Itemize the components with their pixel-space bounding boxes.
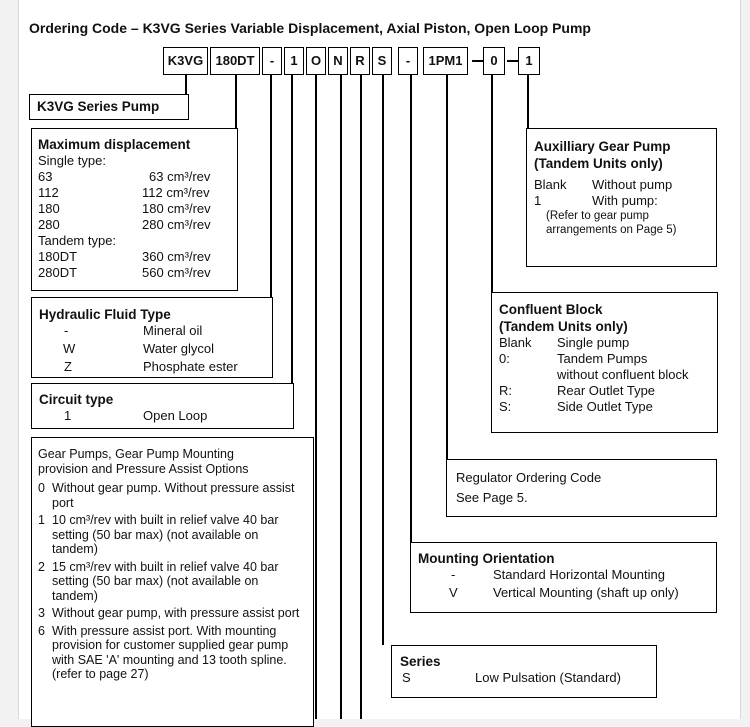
code: 6	[38, 623, 45, 638]
regulator-box	[446, 459, 717, 517]
value: 560 cm³/rev	[142, 265, 211, 280]
code: 1	[64, 408, 72, 423]
mounting-title: Mounting Orientation	[418, 551, 555, 566]
value: 280 cm³/rev	[142, 217, 211, 232]
code: 280DT	[38, 265, 78, 280]
aux-gear-row	[534, 193, 716, 209]
value: Standard Horizontal Mounting	[493, 567, 665, 582]
connector-line	[527, 75, 529, 129]
gear-option-item	[38, 624, 305, 682]
displacement-row	[38, 265, 237, 281]
series-pump-box	[29, 94, 189, 120]
code-segment-gear-option: O	[306, 47, 326, 75]
value: 112 cm³/rev	[142, 185, 210, 200]
value: Vertical Mounting (shaft up only)	[493, 585, 679, 600]
text: 15 cm³/rev with built in relief valve 40 bar setting (50 bar max) (not available on tandem)	[52, 559, 279, 603]
value: Side Outlet Type	[557, 399, 653, 414]
aux-gear-note-1: (Refer to gear pump	[546, 210, 649, 222]
code: V	[449, 585, 458, 600]
displacement-row	[38, 185, 237, 201]
aux-gear-row	[534, 177, 716, 193]
confluent-row	[499, 351, 717, 367]
text: Without gear pump. Without pressure assist port	[52, 481, 295, 510]
code: -	[451, 567, 456, 582]
connector-line	[382, 75, 384, 645]
gear-option-item	[38, 481, 305, 510]
value: Single pump	[557, 335, 630, 350]
displacement-title: Maximum displacement	[38, 137, 191, 152]
displacement-box	[31, 128, 238, 291]
code: 0	[38, 481, 45, 495]
connector-line	[291, 75, 293, 385]
connector-line	[315, 75, 317, 719]
gear-option-item	[38, 606, 305, 621]
code: 280	[38, 217, 60, 232]
series-title: Series	[400, 654, 441, 669]
regulator-title: Regulator Ordering Code	[456, 470, 602, 485]
gear-pump-options-box	[31, 437, 314, 727]
code: 3	[38, 606, 45, 620]
code: 180DT	[38, 249, 78, 264]
text: With pressure assist port. With mounting provision for customer supplied gear pump with SAE 'A' mounting and 13 tooth spline. (refer to page 27)	[52, 623, 289, 681]
code-segment-separator: -	[262, 47, 282, 75]
page-title: Ordering Code – K3VG Series Variable Displacement, Axial Piston, Open Loop Pump	[29, 20, 591, 36]
fluid-type-title: Hydraulic Fluid Type	[39, 307, 171, 322]
single-type-label: Single type:	[38, 153, 106, 168]
value: Rear Outlet Type	[557, 383, 656, 398]
regulator-text: See Page 5.	[456, 490, 528, 505]
value: Phosphate ester	[143, 359, 238, 374]
value: Mineral oil	[143, 323, 203, 338]
series-box	[391, 645, 657, 698]
tandem-type-label: Tandem type:	[38, 233, 117, 248]
code-segment-displacement: 180DT	[210, 47, 260, 75]
code: 0:	[499, 351, 510, 366]
gear-option-item	[38, 513, 305, 557]
fluid-row	[39, 341, 272, 359]
code-segment-separator: -	[398, 47, 418, 75]
value: Low Pulsation (Standard)	[475, 670, 621, 685]
connector-line	[360, 75, 362, 719]
mounting-row	[418, 567, 716, 585]
value: 180 cm³/rev	[142, 201, 211, 216]
code: 112	[38, 185, 59, 200]
value: Water glycol	[143, 341, 215, 356]
value: Without pump	[592, 177, 673, 192]
displacement-row	[38, 201, 237, 217]
displacement-row	[38, 217, 237, 233]
code-segment-series: K3VG	[163, 47, 208, 75]
text: 10 cm³/rev with built in relief valve 40 bar setting (50 bar max) (not available on tandem)	[52, 513, 279, 556]
code-segment-s: S	[372, 47, 392, 75]
connector-line	[446, 75, 448, 460]
confluent-block-box	[491, 292, 718, 433]
mounting-row	[418, 585, 716, 603]
value: With pump:	[592, 193, 658, 208]
confluent-title-1: Confluent Block	[499, 302, 603, 317]
code-segment-regulator: 1PM1	[423, 47, 468, 75]
fluid-type-box	[31, 297, 273, 378]
connector-line	[235, 75, 237, 129]
code: Blank	[534, 177, 567, 192]
code: 1	[38, 513, 45, 527]
value: 360 cm³/rev	[142, 249, 211, 264]
circuit-type-box	[31, 383, 294, 429]
confluent-title-2: (Tandem Units only)	[499, 319, 628, 334]
code: 1	[534, 193, 542, 208]
displacement-row	[38, 249, 237, 265]
aux-gear-title-1: Auxilliary Gear Pump	[534, 139, 671, 154]
code: Z	[64, 359, 72, 374]
aux-gear-title-2: (Tandem Units only)	[534, 156, 663, 171]
series-pump-title: K3VG Series Pump	[37, 99, 160, 114]
code-segment-circuit: 1	[284, 47, 304, 75]
gear-option-item	[38, 560, 305, 604]
connector-line	[410, 75, 412, 543]
connector-line	[491, 75, 493, 293]
text: Without gear pump, with pressure assist port	[52, 606, 300, 620]
value: without confluent block	[557, 367, 689, 382]
value: Tandem Pumps	[557, 351, 648, 366]
aux-gear-pump-box	[526, 128, 717, 267]
code: Blank	[499, 335, 532, 350]
value: Open Loop	[143, 408, 208, 423]
confluent-row	[499, 383, 717, 399]
connector-line	[185, 75, 187, 95]
series-row	[400, 670, 656, 688]
code: -	[64, 323, 69, 338]
code: W	[63, 341, 76, 356]
confluent-row	[499, 399, 717, 415]
code: 2	[38, 559, 45, 574]
fluid-row	[39, 359, 272, 377]
value: 63 cm³/rev	[149, 169, 211, 184]
code-segment-fluid: N	[328, 47, 348, 75]
confluent-row	[499, 367, 717, 383]
code: R:	[499, 383, 512, 398]
code-segment-aux-gear: 1	[518, 47, 540, 75]
confluent-row	[499, 335, 717, 351]
code: S	[402, 670, 411, 685]
displacement-row	[38, 169, 237, 185]
code-segment-confluent: 0	[483, 47, 505, 75]
connector-line	[340, 75, 342, 719]
code-segment-r: R	[350, 47, 370, 75]
gear-pump-options-title-2: provision and Pressure Assist Options	[38, 461, 249, 476]
circuit-type-title: Circuit type	[39, 392, 114, 407]
fluid-row	[39, 323, 272, 341]
gear-pump-options-title-1: Gear Pumps, Gear Pump Mounting	[38, 447, 234, 461]
connector-line	[270, 75, 272, 297]
mounting-orientation-box	[410, 542, 717, 613]
code: 63	[38, 169, 53, 184]
circuit-row	[39, 408, 293, 426]
aux-gear-note-2: arrangements on Page 5)	[546, 224, 677, 236]
code: S:	[499, 399, 512, 414]
code: 180	[38, 201, 60, 216]
